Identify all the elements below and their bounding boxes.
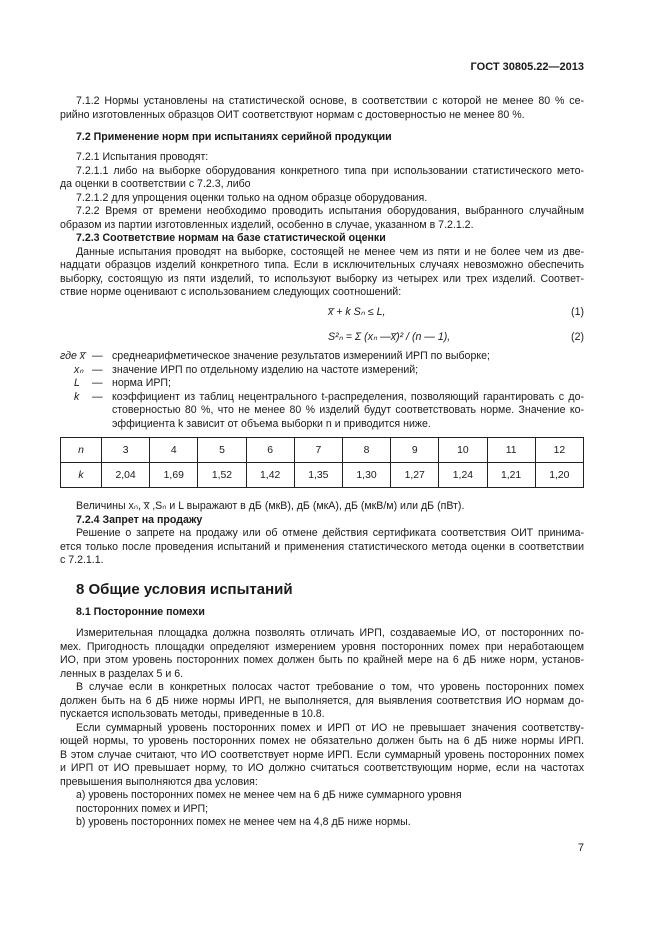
line: Если суммарный уровень посторонних помех и ИРП от ИО не превышает значения соответству-	[76, 721, 584, 734]
definition-text	[112, 391, 584, 432]
heading-7-2: 7.2 Применение норм при испытаниях серийной продукции	[76, 131, 392, 143]
condition-a-cont: посторонних помех и ИРП;	[76, 802, 209, 815]
paragraph-7-1-2	[60, 95, 584, 122]
table-cell-n: 5	[198, 438, 246, 463]
table-row-k	[61, 463, 584, 488]
definition-text: норма ИРП;	[112, 377, 171, 389]
line: с 7.2.1.1.	[60, 554, 104, 566]
condition-a: a) уровень посторонних помех не менее чем на 6 дБ ниже суммарного уровня	[76, 789, 462, 801]
table-cell-k: 1,30	[342, 463, 390, 488]
page-number: 7	[577, 842, 584, 854]
line: пускается использовать методы, приведенные в 10.8.	[60, 708, 325, 720]
line: ствие норме оценивают с использованием следующих соотношений:	[60, 286, 402, 298]
table-cell-k: 1,42	[246, 463, 294, 488]
definition-text: среднеарифметическое значение результатов измерениий ИРП по выборке;	[112, 350, 490, 362]
line: образом из партии изготовленных изделий, особенно в случае, указанном в 7.2.1.2.	[60, 218, 474, 231]
line: 7.2.1.2 для упрощения оценки только на одном образце оборудования.	[76, 191, 428, 204]
row-header: k	[61, 463, 102, 488]
dash: —	[92, 350, 103, 362]
formula: x̅ + k Sₙ ≤ L,	[328, 306, 386, 318]
condition-b: b) уровень посторонних помех не менее чем на 4,8 дБ ниже нормы.	[76, 816, 411, 828]
dash: —	[92, 363, 103, 376]
table-cell-k: 1,24	[439, 463, 487, 488]
line: Измерительная площадка должна позволять отличать ИРП, создаваемые ИО, от посторонних по-	[76, 627, 584, 639]
table-cell-n: 4	[150, 438, 198, 463]
table-row-n	[61, 438, 584, 463]
line: ленных в разделах 5 и 6.	[60, 667, 184, 680]
table-cell-n: 6	[246, 438, 294, 463]
line: коэффициент из таблиц нецентрального t-распределения, позволяющий гарантировать с до-	[112, 390, 584, 403]
line: В этом случае считают, что ИО соответствует норме ИРП. Если суммарный уровень посторонних помех	[60, 748, 584, 761]
equation-number: (2)	[571, 331, 584, 343]
table-cell-n: 8	[342, 438, 390, 463]
symbol-definitions	[60, 350, 584, 431]
table-cell-n: 10	[439, 438, 487, 463]
heading-7-2-4: 7.2.4 Запрет на продажу	[76, 513, 203, 526]
table-cell-n: 11	[487, 438, 535, 463]
table-cell-n: 3	[102, 438, 150, 463]
row-header: n	[61, 438, 102, 463]
units-line: Величины xₙ, x̅ ,Sₙ и L выражают в дБ (мкВ), дБ (мкА), дБ (мкВ/м) или дБ (пВт).	[76, 500, 465, 512]
formula: S²ₙ = Σ (xₙ —x̅)² / (n — 1),	[328, 331, 451, 343]
line: ется только после проведения испытаний и применения статистического метода оценки в соответствии	[60, 540, 584, 553]
line: В случае если в конкретных полосах частот требование о том, что уровень посторонних помех	[76, 681, 584, 693]
definition	[60, 364, 584, 378]
symbol: L	[74, 377, 80, 389]
table-cell-n: 9	[391, 438, 439, 463]
line: эффициента k зависит от объема выборки n и приводится ниже.	[112, 417, 431, 430]
dash: —	[92, 377, 103, 389]
line: стоверностью 80 %, что не менее 80 % изделий будут соответствовать норме. Значение ко-	[112, 404, 584, 416]
paragraph-7-2-1	[60, 151, 584, 300]
line: превышения выполняются два условия:	[60, 775, 258, 788]
dash: —	[92, 390, 103, 403]
line: рийно изготовленных образцов ОИТ соответствуют нормам с достоверностью не менее 80 %.	[60, 108, 525, 121]
line: 7.1.2 Нормы установлены на статистической основе, в соответствии с которой не менее 80 % се-	[76, 95, 584, 107]
equation-number: (1)	[571, 306, 584, 318]
section-7-2-4	[60, 500, 584, 568]
line: Данные испытания проводят на выборке, состоящей не менее чем из пяти и не более чем из две-	[76, 245, 584, 258]
table-cell-k: 2,04	[102, 463, 150, 488]
line: 7.2.2 Время от времени необходимо проводить испытания оборудования, выбранного случайным	[76, 205, 584, 217]
definition-text: значение ИРП по отдельному изделию на частоте измерений;	[112, 363, 419, 376]
line: надцати образцов изделий конкретного типа. Если в исключительных случаях невозможно обеспечить	[60, 259, 584, 271]
table-cell-n: 12	[535, 438, 583, 463]
k-coefficient-table	[60, 437, 584, 488]
table-cell-n: 7	[294, 438, 342, 463]
line: ИО, при этом уровень посторонних помех должен быть по крайней мере на 6 дБ ниже норм, установ-	[60, 654, 584, 666]
line: ющей нормы, то уровень посторонних помех не обязательно должен быть на 6 дБ ниже нормы ИРП.	[60, 735, 584, 747]
section-8-1-body	[60, 627, 584, 830]
table-cell-k: 1,27	[391, 463, 439, 488]
symbol: где x̅	[60, 350, 86, 362]
line: 7.2.1 Испытания проводят:	[76, 151, 209, 163]
heading-section-8: 8 Общие условия испытаний	[76, 581, 293, 598]
table-cell-k: 1,21	[487, 463, 535, 488]
line: да оценки в соответствии с 7.2.3, либо	[60, 178, 251, 190]
table-cell-k: 1,69	[150, 463, 198, 488]
symbol: xₙ	[74, 363, 84, 376]
symbol: k	[74, 390, 80, 403]
table-cell-k: 1,52	[198, 463, 246, 488]
line: 7.2.1.1 либо на выборке оборудования конкретного типа при использовании статистического мето-	[76, 164, 584, 177]
table-cell-k: 1,35	[294, 463, 342, 488]
heading-8-1: 8.1 Посторонние помехи	[76, 606, 205, 618]
line: должен быть на 6 дБ ниже нормы ИРП, не выполняется, для выявления соответствия ИО нормам до-	[60, 694, 584, 707]
definition	[60, 350, 584, 364]
line: выборку, состоящую из пяти изделий, то используют выборку из четырех или трех изделий. Соответ-	[60, 272, 584, 285]
document-header: ГОСТ 30805.22—2013	[470, 61, 584, 73]
table-cell-k: 1,20	[535, 463, 583, 488]
definition	[60, 391, 584, 432]
line: мех. Пригодность площадки определяют измерением уровня посторонних помех при неработающем	[60, 640, 584, 653]
definition	[60, 377, 584, 391]
heading-7-2-3: 7.2.3 Соответствие нормам на базе статистической оценки	[76, 232, 386, 244]
line: и ИРП от ИО превышает норму, то ИО должно считаться соответствующим норме, если на частотах	[60, 762, 584, 774]
line: Решение о запрете на продажу или об отмене действия сертификата соответствия ОИТ принима-	[76, 527, 584, 539]
